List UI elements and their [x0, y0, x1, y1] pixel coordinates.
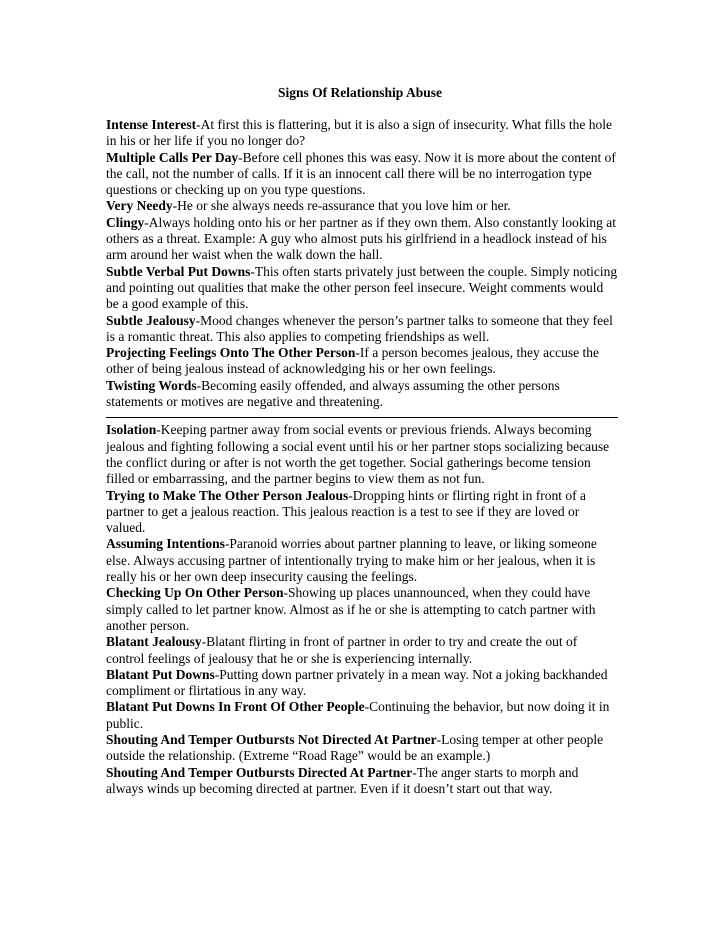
entry-text: -Blatant flirting in front of partner in order to try and create the out of control feelings of jealousy that he or she is experiencing internally.: [106, 634, 578, 666]
entry-subtle-jealousy: [106, 313, 618, 346]
document-body: [106, 117, 618, 797]
entry-making-jealous: [106, 488, 618, 537]
entry-term: Blatant Put Downs: [106, 666, 215, 682]
entry-text: -The anger starts to morph and always winds up becoming directed at partner. Even if it doesn’t start out that way.: [106, 764, 579, 796]
entry-text: -Becoming easily offended, and always assuming the other persons statements or motives are negative and threatening.: [106, 377, 560, 410]
entry-blatant-put-downs-public: [106, 699, 618, 732]
page-title: Signs Of Relationship Abuse: [278, 85, 442, 100]
entry-very-needy: [106, 198, 618, 214]
entry-text: -Paranoid worries about partner planning to leave, or liking someone else. Always accusing partner of intentionally trying to make him or her jealous, when it is really his or her own deep insecurity causing the feelings.: [106, 536, 597, 585]
entry-text: -He or she always needs re-assurance that you love him or her.: [172, 198, 511, 214]
entry-term: Clingy: [106, 214, 145, 230]
section-divider: [106, 417, 618, 418]
entry-text: -Mood changes whenever the person’s partner talks to someone that they feel is a romantic threat. This also applies to competing friendships as well.: [106, 312, 613, 344]
entry-term: Shouting And Temper Outbursts Not Directed At Partner: [106, 731, 437, 747]
entry-clingy: [106, 215, 618, 264]
entry-blatant-put-downs: [106, 667, 618, 700]
entry-text: -If a person becomes jealous, they accuse the other of being jealous instead of acknowledging his or her own feelings.: [106, 345, 600, 377]
entry-term: Assuming Intentions: [106, 536, 225, 552]
entry-term: Blatant Jealousy: [106, 634, 202, 650]
entry-text: -Keeping partner away from social events or previous friends. Always becoming jealous and fighting following a social event until his or her partner stops socializing because the conflict during or after is not worth the get together. Social gatherings become tension filled or embarrassing, and the partner begins to view them as not fun.: [106, 422, 610, 487]
entry-text: -At first this is flattering, but it is also a sign of insecurity. What fills the hole in his or her life if you no longer do?: [106, 117, 612, 149]
entry-subtle-verbal-put-downs: [106, 264, 618, 313]
entry-term: Projecting Feelings Onto The Other Person: [106, 345, 356, 361]
entry-text: -Showing up places unannounced, when they could have simply called to let partner know. Almost as if he or she is attempting to catch partner with another person.: [106, 585, 596, 633]
entry-term: Very Needy: [106, 198, 173, 214]
entry-intense-interest: [106, 117, 618, 150]
entry-assuming-intentions: [106, 536, 618, 585]
entry-outbursts-not-at-partner: [106, 732, 618, 765]
section-early-signs: [106, 117, 618, 410]
entry-term: Intense Interest: [106, 117, 197, 132]
entry-text: -Always holding onto his or her partner as if they own them. Also constantly looking at others as a threat. Example: A guy who almost puts his girlfriend in a headlock instead of his arm around her waist when the walk down the hall.: [106, 214, 616, 263]
entry-text: -Losing temper at other people outside the relationship. (Extreme “Road Rage” would be an example.): [106, 731, 604, 764]
entry-term: Subtle Verbal Put Downs: [106, 263, 251, 279]
entry-text: -Continuing the behavior, but now doing it in public.: [106, 699, 610, 731]
entry-multiple-calls: [106, 150, 618, 199]
entry-isolation: [106, 422, 618, 487]
section-escalating-signs: [106, 422, 618, 797]
entry-term: Blatant Put Downs In Front Of Other People: [106, 699, 365, 715]
entry-term: Checking Up On Other Person: [106, 585, 284, 601]
entry-text: -This often starts privately just between the couple. Simply noticing and pointing out qualities that make the other person feel insecure. Weight comments would be a good example of this.: [106, 263, 618, 312]
entry-term: Subtle Jealousy: [106, 312, 196, 328]
entry-outbursts-at-partner: [106, 765, 618, 798]
entry-text: -Putting down partner privately in a mean way. Not a joking backhanded compliment or flirtatious in any way.: [106, 666, 608, 699]
entry-twisting-words: [106, 378, 618, 411]
entry-term: Isolation: [106, 422, 157, 438]
entry-term: Shouting And Temper Outbursts Directed At Partner: [106, 764, 413, 780]
entry-term: Twisting Words: [106, 377, 197, 393]
entry-text: -Before cell phones this was easy. Now it is more about the content of the call, not the number of calls. If it is an innocent call there will be no interrogation type questions or checking up on you type questions.: [106, 149, 616, 198]
entry-projecting-feelings: [106, 345, 618, 378]
entry-term: Multiple Calls Per Day: [106, 149, 239, 165]
entry-checking-up: [106, 585, 618, 634]
entry-blatant-jealousy: [106, 634, 618, 667]
entry-text: -Dropping hints or flirting right in front of a partner to get a jealous reaction. This jealous reaction is a test to see if they are loved or valued.: [106, 487, 586, 536]
entry-term: Trying to Make The Other Person Jealous: [106, 487, 349, 503]
